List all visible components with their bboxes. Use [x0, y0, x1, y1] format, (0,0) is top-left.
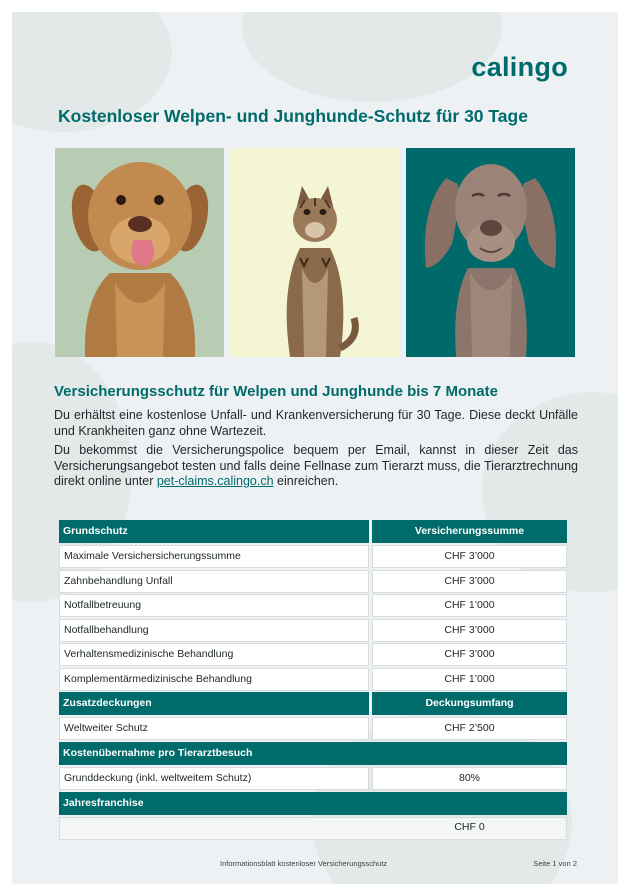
row-label: Komplementärmedizinische Behandlung: [59, 668, 369, 691]
table-row: [59, 570, 569, 593]
row-value: CHF 3’000: [372, 643, 567, 666]
policy-text-after: einreichen.: [273, 474, 339, 488]
row-value: 80%: [372, 767, 567, 790]
weimaraner-dog-photo: [406, 148, 575, 357]
table-row: [59, 717, 569, 740]
row-value: CHF 3’000: [372, 619, 567, 642]
row-label: Zahnbehandlung Unfall: [59, 570, 369, 593]
pet-claims-link[interactable]: pet-claims.calingo.ch: [156, 474, 274, 488]
kostenuebernahme-header: Kostenübernahme pro Tierarztbesuch: [59, 742, 567, 765]
row-value: CHF 1’000: [372, 668, 567, 691]
intro-paragraph: Du erhältst eine kostenlose Unfall- und Krankenversicherung für 30 Tage. Diese deckt Unfälle und Krankheiten ganz ohne Wartezeit.: [54, 408, 578, 438]
table-row: [59, 767, 569, 790]
deckungsumfang-header: Deckungsumfang: [372, 692, 567, 715]
table-header-row: [59, 520, 569, 543]
document-page: [12, 12, 618, 884]
table-header-row: [59, 692, 569, 715]
table-header-row: [59, 792, 569, 815]
policy-text-before: Du bekommst die Versicherungspolice bequem per Email, kannst in dieser Zeit das Versicherungsangebot testen und falls deine Fellnase zum Tierarzt muss, die Tierarztrechnung direkt online unter: [54, 443, 578, 488]
row-value: CHF 1’000: [372, 594, 567, 617]
jahresfranchise-header: Jahresfranchise: [59, 792, 567, 815]
footer-title: Informationsblatt kostenloser Versicherungsschutz: [220, 859, 388, 868]
table-row: [59, 643, 569, 666]
page-title: Kostenloser Welpen- und Junghunde-Schutz für 30 Tage: [58, 106, 528, 126]
row-label: Grunddeckung (inkl. weltweitem Schutz): [59, 767, 369, 790]
row-label: Verhaltensmedizinische Behandlung: [59, 643, 369, 666]
row-value: CHF 2’500: [372, 717, 567, 740]
section-subtitle: Versicherungsschutz für Welpen und Junghunde bis 7 Monate: [54, 383, 498, 400]
calingo-logo: calingo: [471, 52, 568, 82]
table-row: [59, 817, 569, 840]
franchise-value: CHF 0: [454, 821, 485, 833]
row-label: Maximale Versichersicherungssumme: [59, 545, 369, 568]
row-label: Notfallbetreuung: [59, 594, 369, 617]
page-number: Seite 1 von 2: [533, 859, 577, 868]
table-row: [59, 594, 569, 617]
table-row: [59, 619, 569, 642]
table-row: [59, 545, 569, 568]
table-row: [59, 668, 569, 691]
kitten-looking-up-photo: [230, 148, 399, 357]
puppy-licking-photo: [55, 148, 224, 357]
zusatzdeckungen-header: Zusatzdeckungen: [59, 692, 369, 715]
row-value: CHF 3’000: [372, 570, 567, 593]
row-label: Notfallbehandlung: [59, 619, 369, 642]
policy-paragraph: [54, 443, 578, 490]
versicherungssumme-header: Versicherungssumme: [372, 520, 567, 543]
row-label: Weltweiter Schutz: [59, 717, 369, 740]
table-header-row: [59, 742, 569, 765]
grundschutz-header: Grundschutz: [59, 520, 369, 543]
background-shape: [242, 12, 502, 102]
row-value: CHF 3’000: [372, 545, 567, 568]
